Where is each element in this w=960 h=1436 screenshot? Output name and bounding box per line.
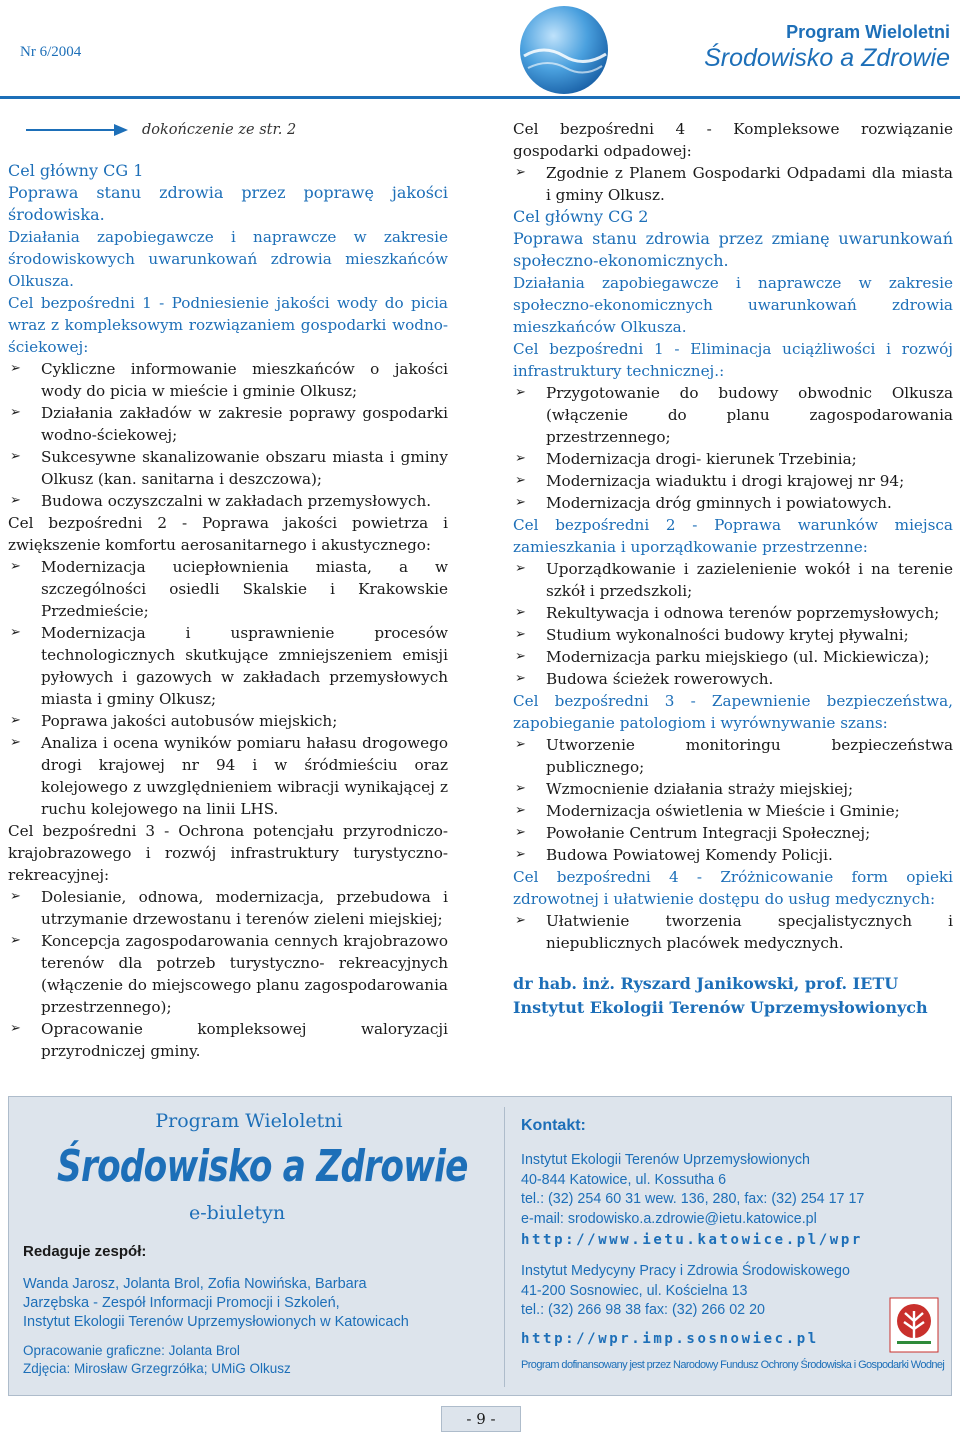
header-program: Program Wieloletni [786,22,950,42]
bullet-arrow-icon: ➢ [10,405,21,420]
header-title: Środowisko a Zdrowie [704,44,950,72]
r-goal-3-list [513,734,953,866]
footer-ebiuletyn: e-biuletyn [189,1202,286,1224]
list-item: ➢ Modernizacja drogi- kierunek Trzebinia; [515,450,857,468]
bullet-arrow-icon: ➢ [515,913,526,928]
footer-divider [504,1107,505,1387]
list-item: ➢ Rekultywacja i odnowa terenów poprzemysłowych; [515,604,940,622]
list-item: ➢ Cykliczne informowanie mieszkańców o jakości wody do picia w mieście i gminie Olkusz; [10,360,448,400]
footer-title: Środowisko a Zdrowie [57,1141,468,1192]
credits [23,1342,291,1378]
r-goal-1-heading: Cel bezpośredni 1 - Eliminacja uciążliwości i rozwój infrastruktury technicznej.: [513,340,953,380]
list-item: ➢ Modernizacja oświetlenia w Mieście i Gminie; [515,802,900,820]
bullet-arrow-icon: ➢ [515,803,526,818]
r-goal-2-heading: Cel bezpośredni 2 - Poprawa warunków miejsca zamieszkania i uporządkowanie przestrzenne: [513,516,953,556]
goal-4-list [513,162,953,206]
contact-line: 41-200 Sosnowiec, ul. Kościelna 13 [521,1282,748,1299]
bullet-arrow-icon: ➢ [515,165,526,180]
contact-email[interactable]: e-mail: srodowisko.a.zdrowie@ietu.katowice.pl [521,1210,817,1227]
team-line: Wanda Jarosz, Jolanta Brol, Zofia Nowińska, Barbara [23,1276,367,1292]
list-item: ➢ Budowa Powiatowej Komendy Policji. [515,846,833,864]
cg2-title: Cel główny CG 2 [513,207,649,226]
list-item: ➢ Koncepcja zagospodarowania cennych krajobrazowo terenów dla potrzeb turystyczno- rekreacyjnych (włączenie do miejscowego planu zagospodarowania przestrzennego); [10,932,448,1016]
list-item: ➢ Przygotowanie do budowy obwodnic Olkusza (włączenie do planu zagospodarowania przestrzennego; [515,384,953,446]
author-signature [513,972,953,1020]
goal-4-heading: Cel bezpośredni 4 - Kompleksowe rozwiązanie gospodarki odpadowej: [513,120,953,160]
list-item: ➢ Budowa ścieżek rowerowych. [515,670,774,688]
page-number: - 9 - [441,1406,521,1432]
contact-imp [521,1262,850,1321]
bullet-arrow-icon: ➢ [515,385,526,400]
r-goal-1-list [513,382,953,514]
bullet-arrow-icon: ➢ [10,713,21,728]
list-item: ➢ Modernizacja dróg gminnych i powiatowych. [515,494,892,512]
contact-line: tel.: (32) 254 60 31 wew. 136, 280, fax: (32) 254 17 17 [521,1191,865,1207]
list-item: ➢ Działania zakładów w zakresie poprawy gospodarki wodno-ściekowej; [10,404,448,444]
r-goal-4-list [513,910,953,954]
bullet-arrow-icon: ➢ [515,781,526,796]
goal-3-list [8,886,448,1062]
left-column [8,118,448,1062]
page-header [0,0,960,104]
bullet-arrow-icon: ➢ [10,493,21,508]
editors-label: Redaguje zespół: [23,1243,147,1260]
team-line: Jarzębska - Zespół Informacji Promocji i Szkoleń, [23,1295,340,1311]
footer-box [8,1096,952,1396]
bullet-arrow-icon: ➢ [515,847,526,862]
credit-line: Zdjęcia: Mirosław Grzegrzółka; UMiG Olkusz [23,1361,291,1376]
list-item: ➢ Analiza i ocena wyników pomiaru hałasu drogowego drogi krajowej nr 94 i w śródmieściu oraz kolejowego z uwzględnieniem wibracji wynikającej z ruchu kolejowego na linii LHS. [10,734,448,818]
bullet-arrow-icon: ➢ [515,451,526,466]
list-item: ➢ Modernizacja wiaduktu i drogi krajowej nr 94; [515,472,905,490]
bullet-arrow-icon: ➢ [515,495,526,510]
list-item: ➢ Ułatwienie tworzenia specjalistycznych i niepublicznych placówek medycznych. [515,912,953,952]
contact-line: 40-844 Katowice, ul. Kossutha 6 [521,1171,727,1188]
bullet-arrow-icon: ➢ [515,649,526,664]
r-goal-4-heading: Cel bezpośredni 4 - Zróżnicowanie form opieki zdrowotnej i ułatwienie dostępu do usług medycznych: [513,868,953,908]
list-item: ➢ Zgodnie z Planem Gospodarki Odpadami dla miasta i gminy Olkusz. [515,164,953,204]
link-imp-url[interactable]: http://wpr.imp.sosnowiec.pl [521,1331,819,1347]
continued-text: dokończenie ze str. 2 [142,122,297,138]
link-ietu-url[interactable]: http://www.ietu.katowice.pl/wpr [521,1232,863,1248]
fund-tree-logo-icon [889,1297,939,1353]
list-item: ➢ Utworzenie monitoringu bezpieczeństwa publicznego; [515,736,953,776]
bullet-arrow-icon: ➢ [515,561,526,576]
cg2-subtitle: Poprawa stanu zdrowia przez zmianę uwarunkowań społeczno-ekonomicznych. [513,229,953,270]
footer-program: Program Wieloletni [155,1110,343,1132]
goal-2-heading: Cel bezpośredni 2 - Poprawa jakości powietrza i zwiększenie komfortu aerosanitarnego i akustycznego: [8,514,448,554]
list-item: ➢ Poprawa jakości autobusów miejskich; [10,712,338,730]
goal-1-heading: Cel bezpośredni 1 - Podniesienie jakości wody do picia wraz z kompleksowym rozwiązaniem gospodarki wodno-ściekowej: [8,294,448,356]
cg1-title: Cel główny CG 1 [8,161,144,180]
goal-1-list [8,358,448,512]
r-goal-3-heading: Cel bezpośredni 3 - Zapewnienie bezpieczeństwa, zapobieganie patologiom i wyrównywanie szans: [513,692,953,732]
bullet-arrow-icon: ➢ [10,559,21,574]
list-item: ➢ Studium wykonalności budowy krytej pływalni; [515,626,909,644]
list-item: ➢ Wzmocnienie działania straży miejskiej; [515,780,854,798]
bullet-arrow-icon: ➢ [10,933,21,948]
bullet-arrow-icon: ➢ [10,735,21,750]
goal-2-list [8,556,448,820]
bullet-arrow-icon: ➢ [515,737,526,752]
header-rule [0,96,960,99]
bullet-arrow-icon: ➢ [515,473,526,488]
funding-note: Program dofinansowany jest przez Narodowy Fundusz Ochrony Środowiska i Gospodarki Wodnej [521,1359,945,1371]
bullet-arrow-icon: ➢ [10,625,21,640]
contact-line: Instytut Ekologii Terenów Uprzemysłowionych [521,1152,810,1168]
bullet-arrow-icon: ➢ [10,449,21,464]
author-name: dr hab. inż. Ryszard Janikowski, prof. IETU [513,974,899,993]
bullet-arrow-icon: ➢ [515,825,526,840]
bullet-arrow-icon: ➢ [515,605,526,620]
contact-line: tel.: (32) 266 98 38 fax: (32) 266 02 20 [521,1302,766,1318]
list-item: ➢ Opracowanie kompleksowej waloryzacji przyrodniczej gminy. [10,1020,448,1060]
team-line: Instytut Ekologii Terenów Uprzemysłowionych w Katowicach [23,1314,409,1330]
contact-line: Instytut Medycyny Pracy i Zdrowia Środowiskowego [521,1263,850,1279]
right-column [513,118,953,1020]
list-item: ➢ Uporządkowanie i zazielenienie wokół i na terenie szkół i przedszkoli; [515,560,953,600]
list-item: ➢ Modernizacja uciepłownienia miasta, a w szczególności osiedli Skalskie i Krakowskie Przedmieście; [10,558,448,620]
goal-3-heading: Cel bezpośredni 3 - Ochrona potencjału przyrodniczo-krajobrazowego i rozwój infrastruktury turystyczno-rekreacyjnej: [8,822,448,884]
author-institute: Instytut Ekologii Terenów Uprzemysłowionych [513,998,928,1017]
cg1-actions: Działania zapobiegawcze i naprawcze w zakresie środowiskowych uwarunkowań zdrowia mieszkańców Olkusza. [8,228,448,290]
bullet-arrow-icon: ➢ [10,1021,21,1036]
contact-ietu [521,1151,864,1229]
bullet-arrow-icon: ➢ [10,889,21,904]
cg1-subtitle: Poprawa stanu zdrowia przez poprawę jakości środowiska. [8,183,448,224]
bullet-arrow-icon: ➢ [515,627,526,642]
globe-logo-icon [518,4,610,96]
r-goal-2-list [513,558,953,690]
list-item: ➢ Sukcesywne skanalizowanie obszaru miasta i gminy Olkusz (kan. sanitarna i deszczowa); [10,448,448,488]
continued-note [26,118,448,142]
issue-number: Nr 6/2004 [20,44,82,60]
list-item: ➢ Modernizacja parku miejskiego (ul. Mickiewicza); [515,648,930,666]
credit-line: Opracowanie graficzne: Jolanta Brol [23,1343,240,1358]
list-item: ➢ Budowa oczyszczalni w zakładach przemysłowych. [10,492,432,510]
contact-label: Kontakt: [521,1117,586,1134]
editors-team [23,1275,409,1332]
arrow-right-icon [26,123,128,137]
bullet-arrow-icon: ➢ [10,361,21,376]
list-item: ➢ Powołanie Centrum Integracji Społecznej; [515,824,871,842]
list-item: ➢ Dolesianie, odnowa, modernizacja, przebudowa i utrzymanie drzewostanu i terenów zieleni miejskiej; [10,888,448,928]
bullet-arrow-icon: ➢ [515,671,526,686]
cg2-actions: Działania zapobiegawcze i naprawcze w zakresie społeczno-ekonomicznych uwarunkowań zdrowia mieszkańców Olkusza. [513,274,953,336]
list-item: ➢ Modernizacja i usprawnienie procesów technologicznych skutkujące zmniejszeniem emisji pyłowych i gazowych w zakładach przemysłowych miasta i gminy Olkusz; [10,624,448,708]
